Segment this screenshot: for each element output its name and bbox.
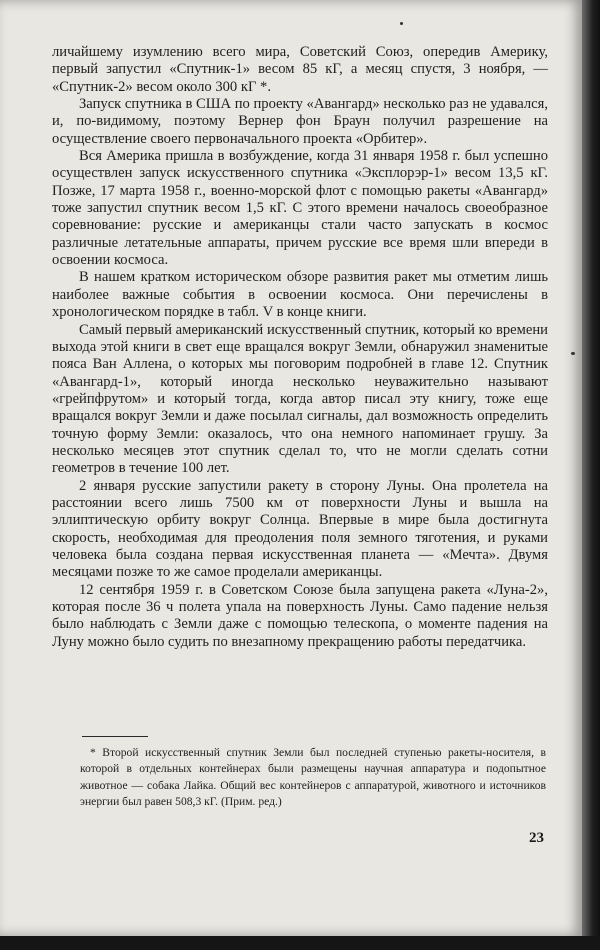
footnote: * Второй искусственный спутник Земли был последней ступенью ракеты-носителя, в которой в отдельных контейнерах были размещены научная аппаратура и подопытное животное — собака Лайка. Общий вес контейнеров с аппаратурой, животного и источников энергии был равен 508,3 кГ. (Прим. ред.): [80, 746, 546, 809]
main-text: [52, 44, 548, 651]
print-speck: [400, 22, 403, 25]
paragraph-2: Запуск спутника в США по проекту «Авангард» несколько раз не удавался, и, по-видимому, поэтому Вернер фон Браун получил разрешение на осуществление своего первоначального проекта «Орбитер».: [52, 96, 548, 147]
print-speck: [571, 352, 575, 355]
paragraph-4: В нашем кратком историческом обзоре развития ракет мы отметим лишь наиболее важные события в освоении космоса. Они перечислены в хронологическом порядке в табл. V в конце книги.: [52, 269, 548, 321]
page-bottom-shadow: [0, 936, 600, 950]
paragraph-3: Вся Америка пришла в возбуждение, когда 31 января 1958 г. был успешно осуществлен запуск искусственного спутника «Эксплорэр-1» весом 13,5 кГ. Позже, 17 марта 1958 г., военно-морской флот с помощью ракеты «Авангард» тоже запустил спутник весом 1,5 кГ. С этого времени началось своеобразное соревнование: русские и американцы стали часто запускать в космос различные летательные аппараты, причем русские все время шли впереди в освоении космоса.: [52, 148, 548, 269]
paragraph-7: 12 сентября 1959 г. в Советском Союзе была запущена ракета «Луна-2», которая после 36 ч полета упала на поверхность Луны. Само падение нельзя было наблюдать с Земли даже с помощью телескопа, о моменте падения на Луну можно было судить по внезапному прекращению работы передатчика.: [52, 581, 548, 650]
page-edge-shadow: [582, 0, 600, 950]
paragraph-6: 2 января русские запустили ракету в сторону Луны. Она пролетела на расстоянии всего лишь 7500 км от поверхности Луны и вышла на эллиптическую орбиту вокруг Солнца. Впервые в мире была достигнута скорость, необходимая для преодоления поля земного тяготения, и руками человека была создана первая искусственная планета — «Мечта». Двумя месяцами позже то же самое проделали американцы.: [52, 477, 548, 581]
paragraph-1: личайшему изумлению всего мира, Советский Союз, опередив Америку, первый запустил «Спутник-1» весом 85 кГ, а месяц спустя, 3 ноября, — «Спутник-2» весом около 300 кГ *.: [52, 44, 548, 95]
page-number: 23: [529, 830, 544, 846]
footnote-divider: [82, 736, 148, 737]
paragraph-5: Самый первый американский искусственный спутник, который ко времени выхода этой книги в свет еще вращался вокруг Земли, обнаружил знаменитые пояса Ван Аллена, о которых мы поговорим подробней в главе 12. Спутник «Авангард-1», который иногда несколько неуважительно называют «грейпфрутом» и который тогда, когда автор писал эту книгу, тоже еще вращался вокруг Земли и даже посылал сигналы, дал возможность определить точную форму Земли: оказалось, что она немного напоминает грушу. За несколько месяцев этот спутник сделал то, что не могли сделать сотни геометров в течение 100 лет.: [52, 321, 548, 477]
